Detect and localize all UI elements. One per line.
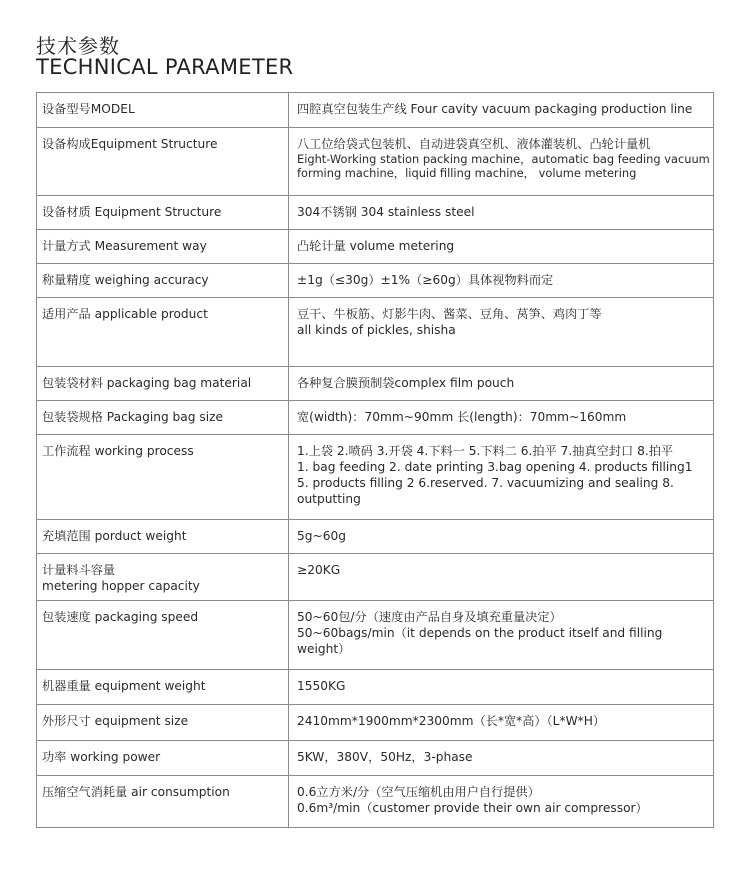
param-value: 1550KG <box>289 670 714 705</box>
table-row <box>37 128 714 196</box>
param-label: 外形尺寸 equipment size <box>37 705 289 741</box>
param-label: 计量方式 Measurement way <box>37 230 289 264</box>
param-value: 5KW，380V，50Hz，3-phase <box>289 741 714 776</box>
table-row <box>37 705 714 741</box>
param-value: 八工位给袋式包装机、自动进袋真空机、液体灌装机、凸轮计量机 Eight-Working station packing machine，automatic bag feeding vacuum forming machine，liquid filling machine， volume metering <box>289 128 714 196</box>
param-value: ≥20KG <box>289 554 714 601</box>
param-value: 豆干、牛板筋、灯影牛肉、酱菜、豆角、莴笋、鸡肉丁等 all kinds of pickles, shisha <box>289 298 714 367</box>
table-row <box>37 230 714 264</box>
param-value: 凸轮计量 volume metering <box>289 230 714 264</box>
parameter-table <box>36 92 714 828</box>
param-label: 计量料斗容量 metering hopper capacity <box>37 554 289 601</box>
param-label: 充填范围 porduct weight <box>37 520 289 554</box>
table-row <box>37 435 714 520</box>
param-label: 功率 working power <box>37 741 289 776</box>
table-row <box>37 367 714 401</box>
param-label: 称量精度 weighing accuracy <box>37 264 289 298</box>
param-value: 四腔真空包装生产线 Four cavity vacuum packaging production line <box>289 93 714 128</box>
table-row <box>37 298 714 367</box>
table-row <box>37 776 714 828</box>
table-row <box>37 264 714 298</box>
param-label: 压缩空气消耗量 air consumption <box>37 776 289 828</box>
param-value: 宽(width)：70mm~90mm 长(length)：70mm~160mm <box>289 401 714 435</box>
param-label: 设备材质 Equipment Structure <box>37 196 289 230</box>
table-row <box>37 401 714 435</box>
page-title-zh: 技术参数 <box>36 34 120 58</box>
param-label: 包装袋材料 packaging bag material <box>37 367 289 401</box>
table-row <box>37 741 714 776</box>
param-value: ±1g（≤30g）±1%（≥60g）具体视物料而定 <box>289 264 714 298</box>
table-row <box>37 670 714 705</box>
param-label: 设备构成Equipment Structure <box>37 128 289 196</box>
param-value: 5g~60g <box>289 520 714 554</box>
param-label: 包装袋规格 Packaging bag size <box>37 401 289 435</box>
table-row <box>37 93 714 128</box>
param-label: 设备型号MODEL <box>37 93 289 128</box>
table-row <box>37 601 714 670</box>
param-label: 机器重量 equipment weight <box>37 670 289 705</box>
param-value: 1.上袋 2.喷码 3.开袋 4.下料一 5.下料二 6.拍平 7.抽真空封口 8.拍平 1. bag feeding 2. date printing 3.bag opening 4. products filling1 5. products filling 2 6.reserved. 7. vacuumizing and sealing 8. outputting <box>289 435 714 520</box>
param-value: 2410mm*1900mm*2300mm（长*宽*高）（L*W*H） <box>289 705 714 741</box>
param-value: 304不锈钢 304 stainless steel <box>289 196 714 230</box>
table-row <box>37 554 714 601</box>
table-row <box>37 520 714 554</box>
param-value: 0.6立方米/分（空气压缩机由用户自行提供） 0.6m³/min（customer provide their own air compressor） <box>289 776 714 828</box>
param-label: 包装速度 packaging speed <box>37 601 289 670</box>
param-label: 适用产品 applicable product <box>37 298 289 367</box>
param-value: 各种复合膜预制袋complex film pouch <box>289 367 714 401</box>
table-row <box>37 196 714 230</box>
param-value: 50~60包/分（速度由产品自身及填充重量决定） 50~60bags/min（it depends on the product itself and filling weight） <box>289 601 714 670</box>
page-title-en: TECHNICAL PARAMETER <box>36 55 294 79</box>
param-label: 工作流程 working process <box>37 435 289 520</box>
